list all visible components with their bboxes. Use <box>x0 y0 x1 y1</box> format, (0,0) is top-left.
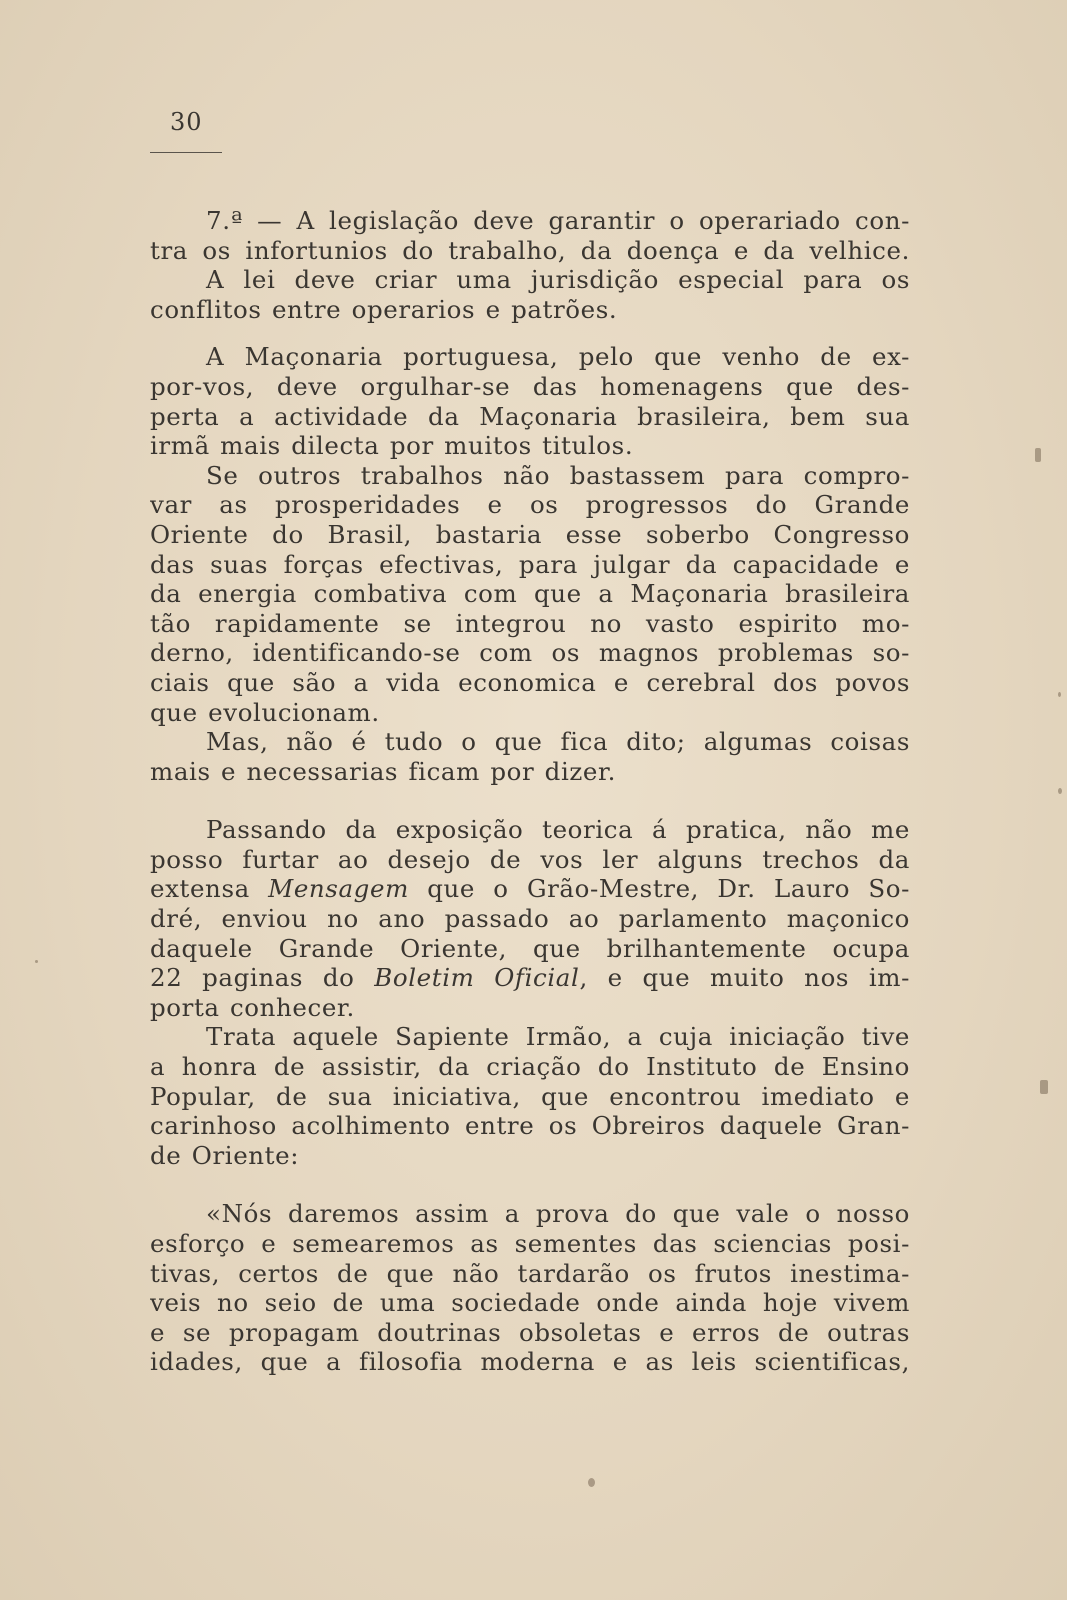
text-line: 7.ª — A legislação deve garantir o operariado con- <box>206 206 910 235</box>
italic-title: Mensagem <box>268 874 409 904</box>
text-line: a honra de assistir, da criação do Instituto de Ensino <box>150 1052 910 1082</box>
paper-speck <box>1035 448 1041 462</box>
text-line: idades, que a filosofia moderna e as leis scientificas, <box>150 1347 910 1377</box>
text-line: que evolucionam. <box>150 697 380 727</box>
text-line: tivas, certos de que não tardarão os frutos inestima- <box>150 1258 910 1288</box>
text-line: conflitos entre operarios e patrões. <box>150 294 618 324</box>
text-line: «Nós daremos assim a prova do que vale o nosso <box>206 1199 910 1229</box>
page-number: 30 <box>170 108 203 136</box>
paper-speck <box>1040 1080 1048 1094</box>
header-rule <box>150 152 222 153</box>
paper-speck <box>1058 692 1061 697</box>
paragraph-quotation <box>150 1199 910 1377</box>
paper-speck <box>588 1478 595 1487</box>
text-line: var as prosperidades e os progressos do Grande <box>150 490 910 520</box>
text-line: tra os infortunios do trabalho, da doença e da velhice. <box>150 235 910 265</box>
paragraph-mensagem <box>150 815 910 1022</box>
text-line: porta conhecer. <box>150 992 355 1022</box>
paragraph-masonry-portuguese <box>150 342 910 460</box>
text-line: A lei deve criar uma jurisdição especial para os <box>206 265 910 295</box>
italic-title: Boletim Oficial <box>374 963 580 993</box>
text-line: extensa Mensagem que o Grão-Mestre, Dr. Lauro So- <box>150 874 910 904</box>
paragraph-item-7 <box>150 206 910 324</box>
paragraph-more-to-say <box>150 727 910 786</box>
text-line: tão rapidamente se integrou no vasto espirito mo- <box>150 608 910 638</box>
text-line: das suas forças efectivas, para julgar da capacidade e <box>150 549 910 579</box>
text-line: carinhoso acolhimento entre os Obreiros daquele Gran- <box>150 1111 910 1141</box>
text-line: posso furtar ao desejo de vos ler alguns trechos da <box>150 844 910 874</box>
text-line: por-vos, deve orgulhar-se das homenagens que des- <box>150 371 910 401</box>
text-line: de Oriente: <box>150 1140 300 1170</box>
paragraph-grand-orient-brazil <box>150 461 910 727</box>
text-line: veis no seio de uma sociedade onde ainda hoje vivem <box>150 1288 910 1318</box>
text-line: da energia combativa com que a Maçonaria brasileira <box>150 579 910 609</box>
paper-speck <box>1058 788 1062 794</box>
text-line: e se propagam doutrinas obsoletas e erros de outras <box>150 1317 910 1347</box>
text-line: derno, identificando-se com os magnos problemas so- <box>150 638 910 668</box>
text-line: ciais que são a vida economica e cerebral dos povos <box>150 667 910 697</box>
text-line: Mas, não é tudo o que fica dito; algumas coisas <box>206 727 910 757</box>
body-text <box>150 206 910 1377</box>
text-line: Se outros trabalhos não bastassem para compro- <box>206 460 910 490</box>
paper-speck <box>35 960 38 963</box>
text-line: daquele Grande Oriente, que brilhantemente ocupa <box>150 933 910 963</box>
text-line: Trata aquele Sapiente Irmão, a cuja iniciação tive <box>206 1022 910 1052</box>
text-line: esforço e semearemos as sementes das sciencias posi- <box>150 1229 910 1258</box>
text-line: Passando da exposição teorica á pratica, não me <box>206 815 910 845</box>
text-line: irmã mais dilecta por muitos titulos. <box>150 431 634 461</box>
text-line: Oriente do Brasil, bastaria esse soberbo Congresso <box>150 519 910 549</box>
paragraph-sapiente-irmao <box>150 1022 910 1170</box>
text-line: dré, enviou no ano passado ao parlamento maçonico <box>150 904 910 934</box>
text-line: 22 paginas do Boletim Oficial, e que muito nos im- <box>150 963 910 993</box>
text-line: A Maçonaria portuguesa, pelo que venho de ex- <box>206 342 910 372</box>
text-line: mais e necessarias ficam por dizer. <box>150 756 617 786</box>
text-line: Popular, de sua iniciativa, que encontrou imediato e <box>150 1081 910 1111</box>
text-line: perta a actividade da Maçonaria brasileira, bem sua <box>150 401 910 431</box>
